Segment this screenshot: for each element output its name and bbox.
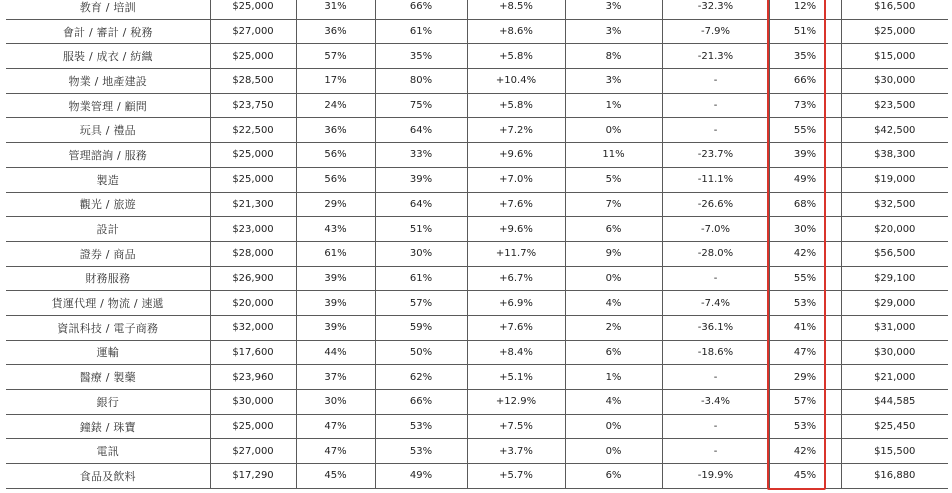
change-cell: +10.4% [467,69,565,94]
change-cell: +7.0% [467,167,565,192]
highlighted-percent-cell: 55% [769,118,841,143]
change-cell: +3.7% [467,439,565,464]
percent-cell-3: 1% [565,93,662,118]
salary-cell: $22,500 [210,118,296,143]
highlighted-percent-cell: 47% [769,340,841,365]
industry-cell: 證券 / 商品 [6,241,210,266]
percent-cell-1: 44% [296,340,375,365]
salary-cell: $17,600 [210,340,296,365]
change-cell: +6.7% [467,266,565,291]
percent-cell-1: 39% [296,291,375,316]
salary-cell: $30,000 [210,390,296,415]
amount-cell: $31,000 [841,315,948,340]
percent-cell-1: 47% [296,414,375,439]
change-cell: +5.8% [467,93,565,118]
change-cell: +7.5% [467,414,565,439]
table-row [6,44,948,69]
amount-cell: $30,000 [841,69,948,94]
industry-cell: 服裝 / 成衣 / 紡織 [6,44,210,69]
table-row [6,192,948,217]
salary-cell: $21,300 [210,192,296,217]
percent-cell-2: 33% [375,143,467,168]
change-cell: +8.5% [467,0,565,19]
percent-cell-3: 4% [565,291,662,316]
percent-change-cell: -19.9% [662,464,769,489]
percent-cell-1: 17% [296,69,375,94]
percent-change-cell: - [662,365,769,390]
table-row [6,266,948,291]
amount-cell: $15,000 [841,44,948,69]
salary-cell: $28,000 [210,241,296,266]
percent-change-cell: - [662,118,769,143]
percent-change-cell: -7.0% [662,217,769,242]
percent-cell-1: 36% [296,118,375,143]
percent-cell-3: 7% [565,192,662,217]
percent-cell-1: 45% [296,464,375,489]
change-cell: +5.1% [467,365,565,390]
percent-cell-2: 49% [375,464,467,489]
table-row [6,291,948,316]
change-cell: +7.6% [467,192,565,217]
salary-cell: $25,000 [210,143,296,168]
highlighted-percent-cell: 42% [769,241,841,266]
amount-cell: $15,500 [841,439,948,464]
change-cell: +8.4% [467,340,565,365]
table-body [6,0,948,488]
change-cell: +9.6% [467,217,565,242]
percent-cell-1: 30% [296,390,375,415]
amount-cell: $25,450 [841,414,948,439]
percent-cell-3: 3% [565,0,662,19]
percent-cell-3: 6% [565,464,662,489]
highlighted-percent-cell: 66% [769,69,841,94]
industry-cell: 資訊科技 / 電子商務 [6,315,210,340]
amount-cell: $20,000 [841,217,948,242]
percent-cell-2: 53% [375,439,467,464]
percent-change-cell: - [662,266,769,291]
highlighted-percent-cell: 49% [769,167,841,192]
highlighted-percent-cell: 35% [769,44,841,69]
percent-cell-2: 75% [375,93,467,118]
table-row [6,167,948,192]
highlighted-percent-cell: 42% [769,439,841,464]
highlighted-percent-cell: 41% [769,315,841,340]
percent-cell-2: 80% [375,69,467,94]
salary-cell: $28,500 [210,69,296,94]
percent-cell-2: 51% [375,217,467,242]
industry-cell: 銀行 [6,390,210,415]
percent-cell-2: 50% [375,340,467,365]
amount-cell: $38,300 [841,143,948,168]
amount-cell: $29,000 [841,291,948,316]
percent-cell-2: 59% [375,315,467,340]
industry-cell: 食品及飲料 [6,464,210,489]
salary-cell: $25,000 [210,167,296,192]
industry-cell: 會計 / 審計 / 稅務 [6,19,210,44]
amount-cell: $19,000 [841,167,948,192]
percent-cell-3: 0% [565,118,662,143]
percent-cell-1: 47% [296,439,375,464]
change-cell: +5.7% [467,464,565,489]
percent-change-cell: -21.3% [662,44,769,69]
industry-cell: 財務服務 [6,266,210,291]
salary-cell: $25,000 [210,44,296,69]
highlighted-percent-cell: 29% [769,365,841,390]
percent-cell-3: 11% [565,143,662,168]
industry-cell: 設計 [6,217,210,242]
percent-change-cell: - [662,439,769,464]
industry-cell: 醫療 / 製藥 [6,365,210,390]
percent-cell-3: 9% [565,241,662,266]
percent-cell-2: 66% [375,390,467,415]
percent-cell-3: 3% [565,19,662,44]
percent-cell-3: 6% [565,217,662,242]
percent-cell-2: 30% [375,241,467,266]
percent-change-cell: -3.4% [662,390,769,415]
salary-cell: $20,000 [210,291,296,316]
amount-cell: $25,000 [841,19,948,44]
industry-cell: 玩具 / 禮品 [6,118,210,143]
industry-cell: 電訊 [6,439,210,464]
table-row [6,217,948,242]
highlighted-percent-cell: 53% [769,291,841,316]
highlighted-percent-cell: 51% [769,19,841,44]
highlighted-percent-cell: 55% [769,266,841,291]
percent-cell-2: 64% [375,118,467,143]
percent-cell-1: 24% [296,93,375,118]
salary-cell: $27,000 [210,439,296,464]
percent-change-cell: -23.7% [662,143,769,168]
highlighted-percent-cell: 57% [769,390,841,415]
table-row [6,439,948,464]
percent-cell-1: 31% [296,0,375,19]
percent-cell-2: 57% [375,291,467,316]
table-row [6,0,948,19]
percent-cell-3: 2% [565,315,662,340]
highlighted-percent-cell: 12% [769,0,841,19]
salary-cell: $23,960 [210,365,296,390]
change-cell: +12.9% [467,390,565,415]
table-row [6,93,948,118]
percent-cell-2: 62% [375,365,467,390]
table-row [6,365,948,390]
percent-change-cell: -7.4% [662,291,769,316]
change-cell: +5.8% [467,44,565,69]
percent-cell-2: 64% [375,192,467,217]
amount-cell: $23,500 [841,93,948,118]
percent-cell-3: 5% [565,167,662,192]
percent-cell-3: 8% [565,44,662,69]
industry-cell: 貨運代理 / 物流 / 速遞 [6,291,210,316]
highlighted-percent-cell: 45% [769,464,841,489]
industry-cell: 製造 [6,167,210,192]
table-row [6,69,948,94]
table-row [6,241,948,266]
percent-cell-1: 37% [296,365,375,390]
highlighted-percent-cell: 30% [769,217,841,242]
change-cell: +11.7% [467,241,565,266]
table-row [6,340,948,365]
industry-cell: 物業 / 地產建設 [6,69,210,94]
amount-cell: $29,100 [841,266,948,291]
table-row [6,390,948,415]
percent-cell-3: 0% [565,414,662,439]
industry-cell: 物業管理 / 顧問 [6,93,210,118]
highlighted-percent-cell: 68% [769,192,841,217]
table-row [6,315,948,340]
industry-cell: 教育 / 培訓 [6,0,210,19]
percent-change-cell: - [662,69,769,94]
percent-cell-1: 39% [296,315,375,340]
percent-change-cell: -26.6% [662,192,769,217]
percent-cell-2: 53% [375,414,467,439]
percent-cell-1: 39% [296,266,375,291]
percent-cell-2: 61% [375,266,467,291]
percent-change-cell: - [662,414,769,439]
percent-change-cell: -28.0% [662,241,769,266]
percent-change-cell: -32.3% [662,0,769,19]
amount-cell: $32,500 [841,192,948,217]
percent-cell-1: 36% [296,19,375,44]
percent-cell-3: 0% [565,266,662,291]
percent-cell-1: 56% [296,143,375,168]
salary-cell: $23,000 [210,217,296,242]
percent-cell-2: 39% [375,167,467,192]
salary-cell: $27,000 [210,19,296,44]
amount-cell: $21,000 [841,365,948,390]
highlighted-percent-cell: 73% [769,93,841,118]
salary-cell: $25,000 [210,414,296,439]
percent-change-cell: -11.1% [662,167,769,192]
percent-change-cell: -7.9% [662,19,769,44]
percent-cell-1: 29% [296,192,375,217]
table-row [6,118,948,143]
industry-cell: 管理諮詢 / 服務 [6,143,210,168]
industry-cell: 觀光 / 旅遊 [6,192,210,217]
amount-cell: $16,500 [841,0,948,19]
amount-cell: $56,500 [841,241,948,266]
table-row [6,464,948,489]
percent-cell-3: 0% [565,439,662,464]
amount-cell: $42,500 [841,118,948,143]
percent-cell-1: 56% [296,167,375,192]
change-cell: +6.9% [467,291,565,316]
change-cell: +7.2% [467,118,565,143]
salary-cell: $32,000 [210,315,296,340]
change-cell: +9.6% [467,143,565,168]
percent-cell-3: 4% [565,390,662,415]
percent-cell-2: 35% [375,44,467,69]
industry-salary-table [6,0,948,489]
table-row [6,143,948,168]
amount-cell: $16,880 [841,464,948,489]
highlighted-percent-cell: 39% [769,143,841,168]
amount-cell: $30,000 [841,340,948,365]
salary-cell: $26,900 [210,266,296,291]
amount-cell: $44,585 [841,390,948,415]
percent-change-cell: -18.6% [662,340,769,365]
salary-cell: $23,750 [210,93,296,118]
percent-cell-1: 61% [296,241,375,266]
percent-cell-2: 66% [375,0,467,19]
highlighted-percent-cell: 53% [769,414,841,439]
percent-change-cell: -36.1% [662,315,769,340]
salary-cell: $25,000 [210,0,296,19]
percent-cell-3: 6% [565,340,662,365]
table-row [6,414,948,439]
change-cell: +7.6% [467,315,565,340]
percent-cell-2: 61% [375,19,467,44]
percent-cell-1: 57% [296,44,375,69]
change-cell: +8.6% [467,19,565,44]
table-row [6,19,948,44]
percent-cell-1: 43% [296,217,375,242]
salary-cell: $17,290 [210,464,296,489]
industry-cell: 運輸 [6,340,210,365]
industry-cell: 鐘錶 / 珠寶 [6,414,210,439]
percent-cell-3: 1% [565,365,662,390]
percent-cell-3: 3% [565,69,662,94]
percent-change-cell: - [662,93,769,118]
